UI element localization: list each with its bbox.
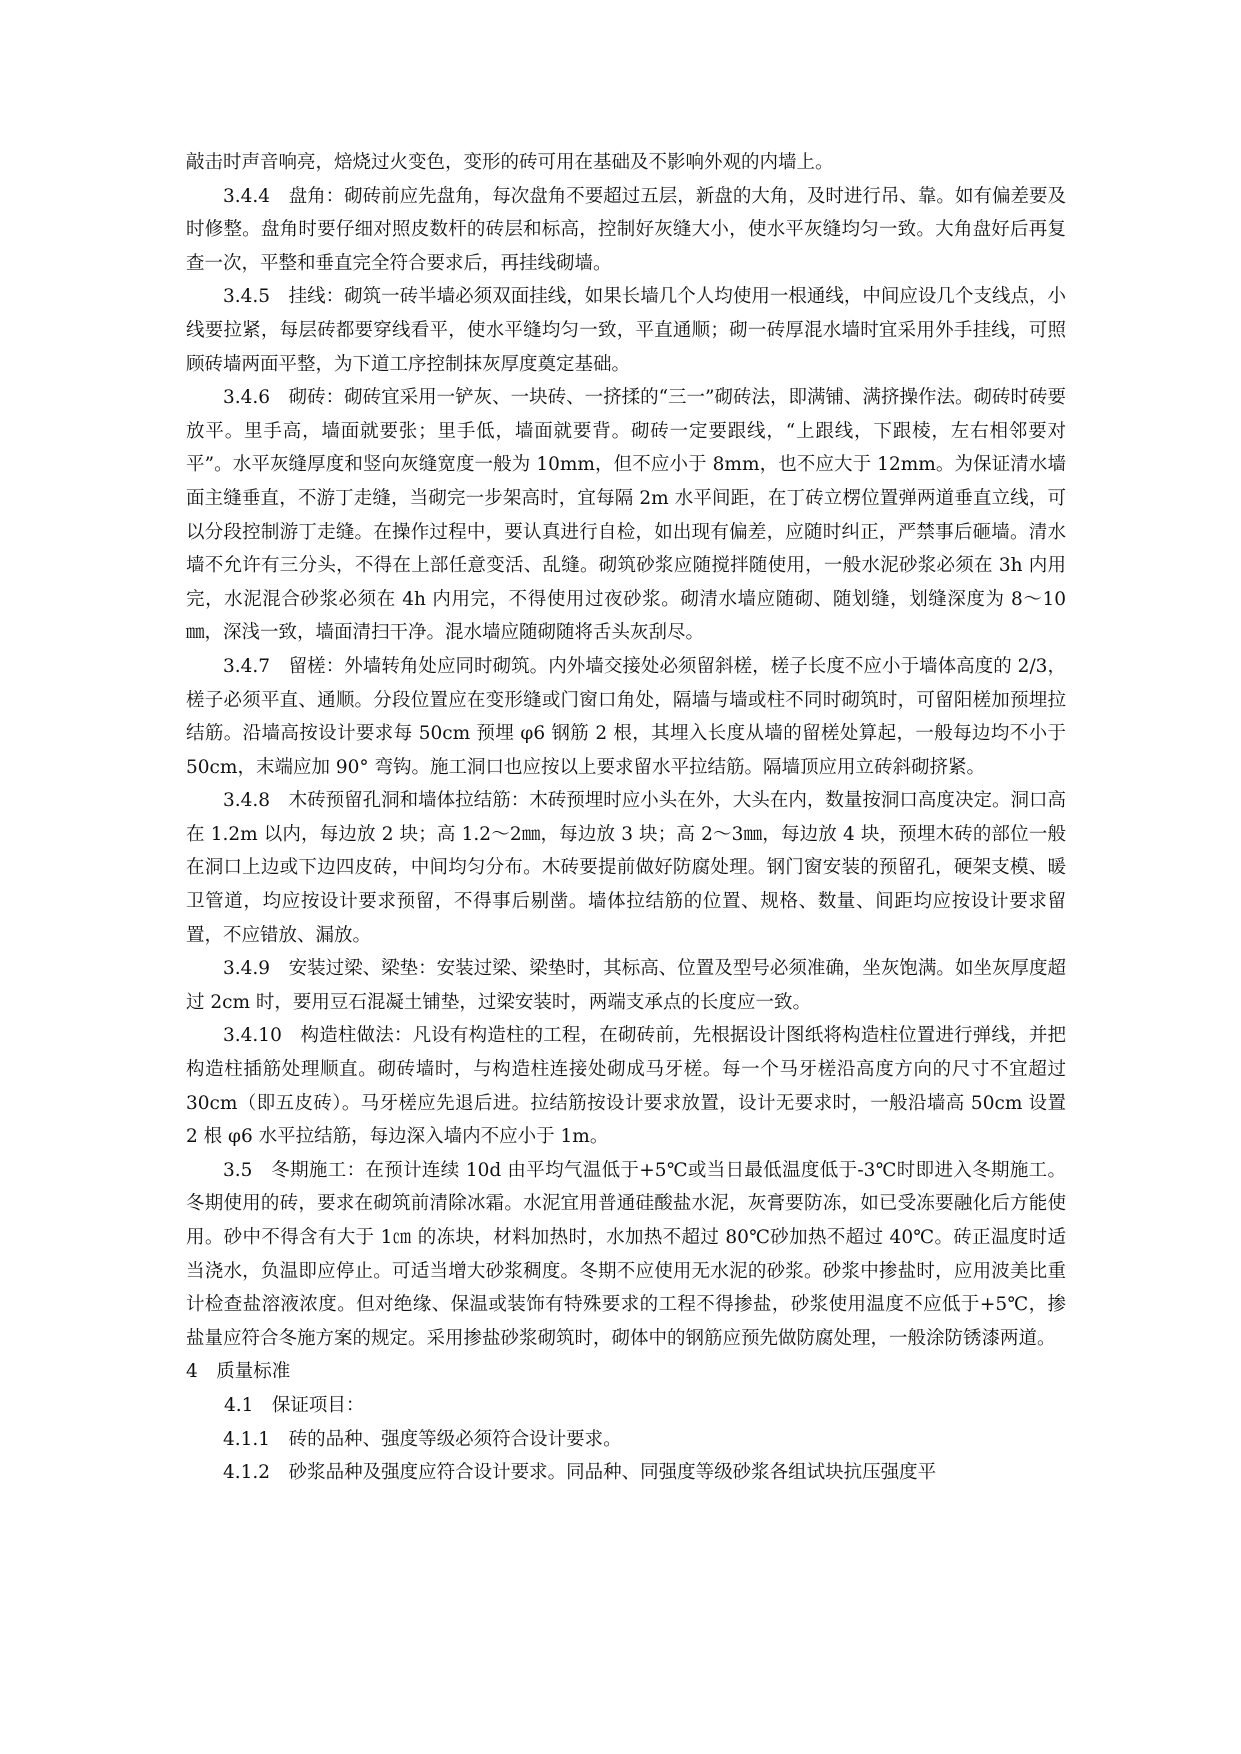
- section-3-5: [186, 1154, 1066, 1356]
- paragraph-text: 砌砖：砌砖宜采用一铲灰、一块砖、一挤揉的“三一”砌砖法，即满铺、满挤操作法。砌砖时砖要放平。里手高，墙面就要张；里手低，墙面就要背。砌砖一定要跟线，“上跟线，下跟棱，左右相邻要对平”。水平灰缝厚度和竖向灰缝宽度一般为 10mm，但不应小于 8mm，也不应大于 12mm。为保证清水墙面主缝垂直，不游丁走缝，当砌完一步架高时，宜每隔 2m 水平间距，在丁砖立楞位置弹两道垂直立线，可以分段控制游丁走缝。在操作过程中，要认真进行自检，如出现有偏差，应随时纠正，严禁事后砸墙。清水墙不允许有三分头，不得在上部任意变活、乱缝。砌筑砂浆应随搅拌随使用，一般水泥砂浆必须在 3h 内用完，水泥混合砂浆必须在 4h 内用完，不得使用过夜砂浆。砌清水墙应随砌、随划缝，划缝深度为 8～10㎜，深浅一致，墙面清扫干净。混水墙应随砌随将舌头灰刮尽。: [186, 387, 1066, 644]
- paragraph-text: 挂线：砌筑一砖半墙必须双面挂线，如果长墙几个人均使用一根通线，中间应设几个支线点，小线要拉紧，每层砖都要穿线看平，使水平缝均匀一致，平直通顺；砌一砖厚混水墙时宜采用外手挂线，可照顾砖墙两面平整，为下道工序控制抹灰厚度奠定基础。: [186, 286, 1066, 375]
- section-4-1-heading: [186, 1389, 1066, 1423]
- section-4-1-2: [186, 1456, 1066, 1490]
- paragraph-text: 留槎：外墙转角处应同时砌筑。内外墙交接处必须留斜槎，槎子长度不应小于墙体高度的 2/3，槎子必须平直、通顺。分段位置应在变形缝或门窗口角处，隔墙与墙或柱不同时砌筑时，可留阳槎加预埋拉结筋。沿墙高按设计要求每 50cm 预埋 φ6 钢筋 2 根，其埋入长度从墙的留槎处算起，一般每边均不小于 50cm，末端应加 90° 弯钩。施工洞口也应按以上要求留水平拉结筋。隔墙顶应用立砖斜砌挤紧。: [186, 655, 1066, 778]
- section-number: 3.4.6: [223, 387, 271, 409]
- paragraph-text: 安装过梁、梁垫：安装过梁、梁垫时，其标高、位置及型号必须准确，坐灰饱满。如坐灰厚度超过 2cm 时，要用豆石混凝土铺垫，过梁安装时，两端支承点的长度应一致。: [186, 958, 1066, 1013]
- section-3-4-4: [186, 180, 1066, 281]
- paragraph-text: 敲击时声音响亮，焙烧过火变色，变形的砖可用在基础及不影响外观的内墙上。: [186, 152, 834, 173]
- section-number: 3.4.5: [223, 286, 271, 308]
- section-3-4-5: [186, 280, 1066, 381]
- paragraph-text: 砂浆品种及强度应符合设计要求。同品种、同强度等级砂浆各组试块抗压强度平: [288, 1462, 937, 1484]
- section-3-4-9: [186, 952, 1066, 1019]
- paragraph-text: 砖的品种、强度等级必须符合设计要求。: [288, 1428, 622, 1450]
- section-number: 3.4.8: [223, 790, 271, 812]
- paragraph-text: 盘角：砌砖前应先盘角，每次盘角不要超过五层，新盘的大角，及时进行吊、靠。如有偏差要及时修整。盘角时要仔细对照皮数杆的砖层和标高，控制好灰缝大小，使水平灰缝均匀一致。大角盘好后再复查一次，平整和垂直完全符合要求后，再挂线砌墙。: [186, 185, 1066, 274]
- heading-text: 保证项目：: [271, 1394, 365, 1416]
- section-number: 4: [186, 1361, 198, 1383]
- section-number: 4.1.2: [223, 1462, 271, 1484]
- section-4-1-1: [186, 1423, 1066, 1457]
- section-number: 3.4.10: [223, 1025, 282, 1047]
- section-3-4-8: [186, 784, 1066, 952]
- section-number: 3.4.9: [223, 958, 271, 980]
- section-number: 3.5: [223, 1159, 253, 1181]
- section-number: 3.4.4: [223, 185, 271, 207]
- heading-text: 质量标准: [216, 1361, 291, 1383]
- section-3-4-6: [186, 381, 1066, 650]
- paragraph-text: 木砖预留孔洞和墙体拉结筋：木砖预埋时应小头在外，大头在内，数量按洞口高度决定。洞口高在 1.2m 以内，每边放 2 块；高 1.2～2㎜，每边放 3 块；高 2～3㎜，每边放 4 块，预埋木砖的部位一般在洞口上边或下边四皮砖，中间均匀分布。木砖要提前做好防腐处理。钢门窗安装的预留孔，硬架支模、暖卫管道，均应按设计要求预留，不得事后剔凿。墙体拉结筋的位置、规格、数量、间距均应按设计要求留置，不应错放、漏放。: [186, 790, 1066, 946]
- section-number: 3.4.7: [223, 655, 271, 677]
- section-3-4-7: [186, 650, 1066, 784]
- section-3-4-10: [186, 1019, 1066, 1153]
- section-number: 4.1.1: [223, 1428, 271, 1450]
- paragraph-continuation: [186, 146, 1066, 180]
- paragraph-text: 构造柱做法：凡设有构造柱的工程，在砌砖前，先根据设计图纸将构造柱位置进行弹线，并把构造柱插筋处理顺直。砌砖墙时，与构造柱连接处砌成马牙槎。每一个马牙槎沿高度方向的尺寸不宜超过 30cm（即五皮砖）。马牙槎应先退后进。拉结筋按设计要求放置，设计无要求时，一般沿墙高 50cm 设置 2 根 φ6 水平拉结筋，每边深入墙内不应小于 1m。: [186, 1025, 1066, 1148]
- document-page: [186, 146, 1066, 1490]
- paragraph-text: 冬期施工：在预计连续 10d 由平均气温低于+5℃或当日最低温度低于-3℃时即进入冬期施工。冬期使用的砖，要求在砌筑前清除冰霜。水泥宜用普通硅酸盐水泥，灰膏要防冻，如已受冻要融化后方能使用。砂中不得含有大于 1㎝ 的冻块，材料加热时，水加热不超过 80℃砂加热不超过 40℃。砖正温度时适当浇水，负温即应停止。可适当增大砂浆稠度。冬期不应使用无水泥的砂浆。砂浆中掺盐时，应用波美比重计检查盐溶液浓度。但对绝缘、保温或装饰有特殊要求的工程不得掺盐，砂浆使用温度不应低于+5℃，掺盐量应符合冬施方案的规定。采用掺盐砂浆砌筑时，砌体中的钢筋应预先做防腐处理，一般涂防锈漆两道。: [186, 1159, 1066, 1349]
- section-number: 4.1: [224, 1394, 254, 1416]
- section-4-heading: [186, 1355, 1066, 1389]
